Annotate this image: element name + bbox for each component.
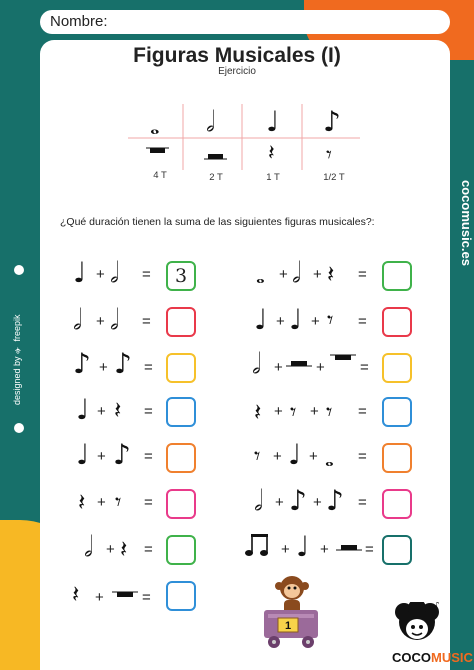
plus-sign: +: [276, 313, 285, 330]
answer-box[interactable]: 3: [166, 261, 196, 291]
eighth-note-icon: ♪: [113, 438, 131, 471]
eighth-rest-icon: 𝄾: [326, 143, 332, 168]
quarter-rest-icon: 𝄽: [327, 260, 335, 288]
page-subtitle: Ejercicio: [218, 66, 256, 77]
half-note-icon: 𝅗𝅥: [252, 347, 261, 380]
equals-sign: =: [360, 359, 369, 376]
plus-sign: +: [95, 589, 104, 606]
half-note-icon: 𝅗𝅥: [254, 484, 263, 517]
half-note-icon: 𝅗𝅥: [292, 256, 301, 289]
answer-box[interactable]: [166, 489, 196, 519]
eighth-note-icon: ♪: [114, 347, 132, 380]
answer-box[interactable]: [382, 261, 412, 291]
plus-sign: +: [310, 403, 319, 420]
whole-rest-icon: [330, 354, 356, 364]
equals-sign: =: [144, 448, 153, 465]
eighth-note-icon: ♪: [326, 484, 344, 517]
eighth-note-icon: ♪: [73, 347, 91, 380]
plus-sign: +: [274, 359, 283, 376]
quarter-rest-icon: 𝄽: [72, 580, 80, 608]
half-note-icon: 𝅗𝅥: [73, 303, 82, 336]
quarter-rest-icon: 𝄽: [268, 141, 275, 166]
eighth-note-icon: ♪: [323, 105, 341, 138]
plus-sign: +: [274, 403, 283, 420]
answer-box[interactable]: [382, 443, 412, 473]
quarter-rest-icon: 𝄽: [114, 396, 122, 424]
half-rest-icon: [286, 360, 312, 370]
answer-box[interactable]: [166, 353, 196, 383]
answer-box[interactable]: [166, 443, 196, 473]
half-rest-icon: [336, 544, 362, 554]
equals-sign: =: [144, 494, 153, 511]
answer-box[interactable]: [166, 581, 196, 611]
equals-sign: =: [142, 589, 151, 606]
eighth-note-icon: ♪: [289, 484, 307, 517]
quarter-rest-icon: 𝄽: [120, 535, 128, 563]
svg-text:♪: ♪: [434, 602, 440, 611]
plus-sign: +: [275, 494, 284, 511]
answer-box[interactable]: [382, 489, 412, 519]
plus-sign: +: [96, 313, 105, 330]
duration-quarter: 1 T: [266, 172, 280, 183]
whole-note-icon: 𝅝: [256, 264, 265, 289]
side-credit: designed by ⚘ freepik: [12, 314, 22, 405]
answer-box[interactable]: [382, 353, 412, 383]
plus-sign: +: [96, 266, 105, 283]
duration-eighth: 1/2 T: [323, 172, 345, 183]
plus-sign: +: [316, 359, 325, 376]
plus-sign: +: [97, 403, 106, 420]
quarter-note-icon: ♩: [289, 303, 303, 336]
answer-box[interactable]: [166, 535, 196, 565]
plus-sign: +: [311, 313, 320, 330]
equals-sign: =: [365, 541, 374, 558]
quarter-note-icon: ♩: [76, 393, 90, 426]
plus-sign: +: [279, 266, 288, 283]
plus-sign: +: [273, 448, 282, 465]
equals-sign: =: [358, 313, 367, 330]
quarter-rest-icon: 𝄽: [78, 488, 86, 516]
answer-box[interactable]: [166, 397, 196, 427]
eighth-rest-icon: 𝄾: [115, 488, 122, 516]
plus-sign: +: [281, 541, 290, 558]
quarter-note-icon: ♩: [288, 438, 302, 471]
half-note-icon: 𝅗𝅥: [110, 256, 119, 289]
equals-sign: =: [358, 494, 367, 511]
half-note-icon: 𝅗𝅥: [84, 530, 93, 563]
plus-sign: +: [97, 494, 106, 511]
plus-sign: +: [320, 541, 329, 558]
wagon-sign-number: 1: [284, 620, 292, 632]
eighth-rest-icon: 𝄾: [290, 398, 297, 426]
equals-sign: =: [142, 266, 151, 283]
eighth-rest-icon: 𝄾: [254, 442, 261, 470]
question-text: ¿Qué duración tienen la suma de las siguientes figuras musicales?:: [60, 216, 375, 228]
equals-sign: =: [358, 403, 367, 420]
whole-note-icon: 𝅝: [150, 112, 160, 140]
equals-sign: =: [144, 359, 153, 376]
answer-box[interactable]: [382, 535, 412, 565]
cocomusic-logo-icon: [392, 602, 442, 648]
eighth-rest-icon: 𝄾: [326, 398, 333, 426]
plus-sign: +: [99, 359, 108, 376]
quarter-note-icon: ♩: [266, 105, 280, 138]
quarter-note-icon: ♩: [254, 303, 268, 336]
plus-sign: +: [97, 448, 106, 465]
name-label: Nombre:: [50, 13, 108, 30]
plus-sign: +: [309, 448, 318, 465]
half-note-icon: 𝅗𝅥: [110, 303, 119, 336]
half-note-icon: 𝅗𝅥: [206, 105, 215, 138]
plus-sign: +: [313, 266, 322, 283]
cocomusic-logo: COCOMUSIC: [392, 650, 473, 665]
plus-sign: +: [313, 494, 322, 511]
quarter-note-icon: ♩: [73, 256, 87, 289]
equals-sign: =: [358, 266, 367, 283]
quarter-note-icon: ♩: [296, 530, 310, 563]
half-rest-icon: [208, 154, 223, 159]
quarter-rest-icon: 𝄽: [254, 398, 262, 426]
duration-whole: 4 T: [153, 170, 167, 181]
equals-sign: =: [142, 313, 151, 330]
whole-note-icon: 𝅝: [325, 447, 334, 472]
equals-sign: =: [144, 403, 153, 420]
monkey-wagon-illustration: [256, 570, 326, 656]
duration-half: 2 T: [209, 172, 223, 183]
answer-box[interactable]: [382, 307, 412, 337]
answer-box[interactable]: [166, 307, 196, 337]
side-brand: cocomusic.es: [459, 180, 474, 266]
quarter-note-icon: ♩: [76, 438, 90, 471]
whole-rest-icon: [150, 148, 165, 153]
plus-sign: +: [106, 541, 115, 558]
eighth-rest-icon: 𝄾: [327, 306, 334, 334]
answer-box[interactable]: [382, 397, 412, 427]
whole-rest-icon: [112, 590, 138, 600]
equals-sign: =: [358, 448, 367, 465]
beamed-eighth-notes-icon: [244, 531, 272, 559]
page-title: Figuras Musicales (I): [133, 44, 341, 67]
equals-sign: =: [144, 541, 153, 558]
